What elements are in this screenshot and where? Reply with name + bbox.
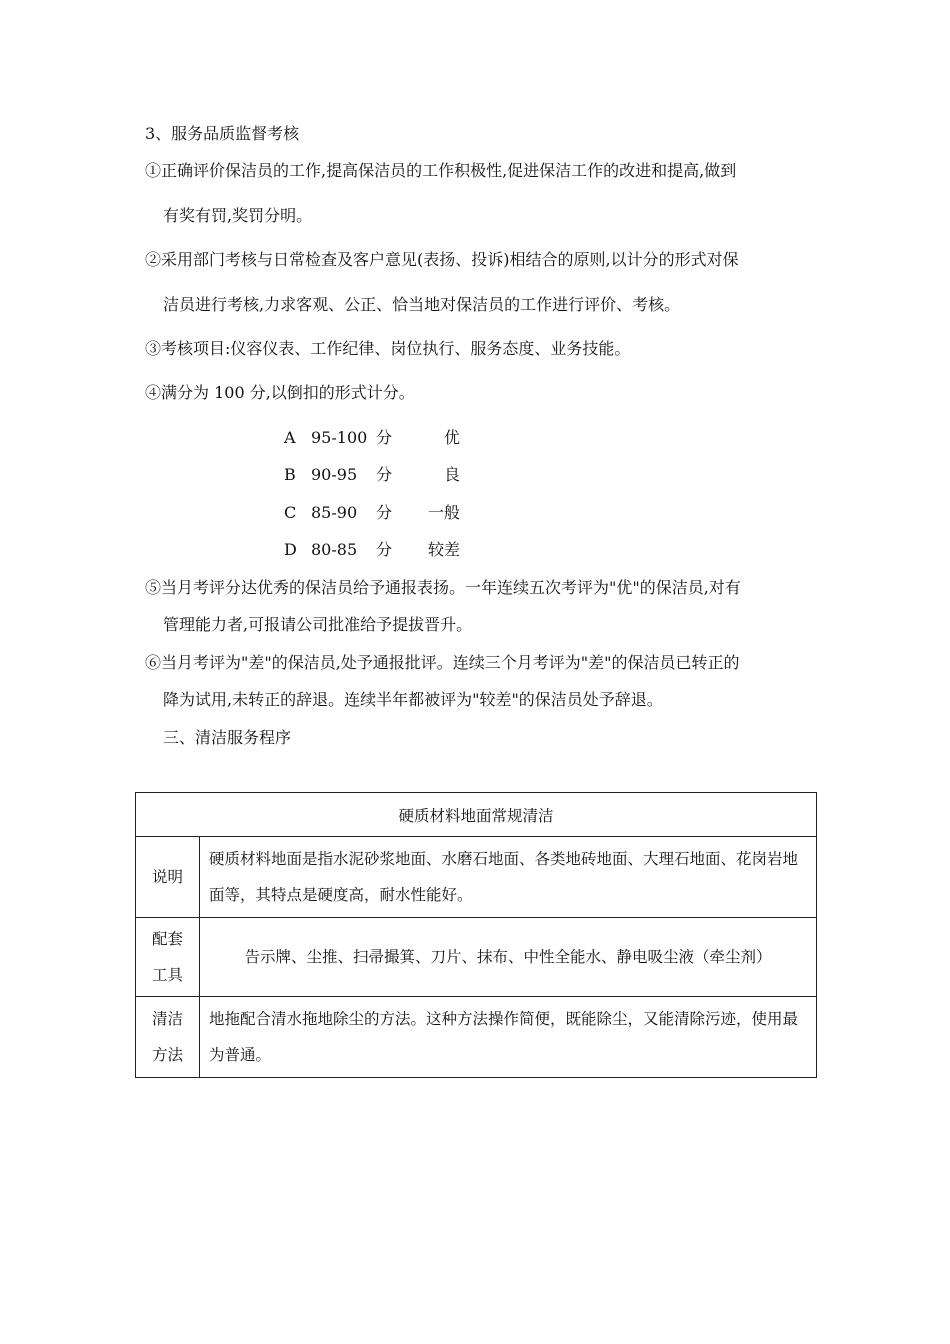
row-label-description: 说明 bbox=[136, 837, 200, 918]
score-level: 一般 bbox=[427, 503, 460, 522]
item-2-line-2: 洁员进行考核,力求客观、公正、恰当地对保洁员的工作进行评价、考核。 bbox=[163, 295, 681, 314]
score-grade: D bbox=[284, 540, 297, 559]
table-row bbox=[136, 837, 817, 918]
item-5-line-1: ⑤当月考评分达优秀的保洁员给予通报表扬。一年连续五次考评为"优"的保洁员,对有 bbox=[145, 578, 741, 597]
item-1-line-1: ①正确评价保洁员的工作,提高保洁员的工作积极性,促进保洁工作的改进和提高,做到 bbox=[145, 161, 737, 180]
score-row-c bbox=[284, 502, 484, 524]
score-unit: 分 bbox=[376, 428, 393, 447]
score-grade: B bbox=[284, 465, 296, 484]
cleaning-procedure-table bbox=[135, 792, 817, 1078]
score-row-b bbox=[284, 464, 484, 486]
table-row bbox=[136, 918, 817, 997]
table-row bbox=[136, 997, 817, 1078]
score-unit: 分 bbox=[376, 465, 393, 484]
score-grade: A bbox=[284, 428, 296, 447]
row-content-description: 硬质材料地面是指水泥砂浆地面、水磨石地面、各类地砖地面、大理石地面、花岗岩地面等，其特点是硬度高，耐水性能好。 bbox=[200, 837, 817, 918]
section-heading-3: 3、服务品质监督考核 bbox=[145, 124, 300, 143]
table-title: 硬质材料地面常规清洁 bbox=[136, 793, 817, 837]
item-6-line-1: ⑥当月考评为"差"的保洁员,处予通报批评。连续三个月考评为"差"的保洁员已转正的 bbox=[145, 653, 740, 672]
section-heading-three: 三、清洁服务程序 bbox=[163, 728, 292, 747]
score-range: 95-100 bbox=[311, 428, 368, 447]
score-range: 90-95 bbox=[311, 465, 358, 484]
row-label-tools: 配套 工具 bbox=[136, 918, 200, 997]
item-3: ③考核项目:仪容仪表、工作纪律、岗位执行、服务态度、业务技能。 bbox=[145, 339, 631, 358]
score-unit: 分 bbox=[376, 503, 393, 522]
score-level: 较差 bbox=[427, 540, 460, 559]
row-label-method: 清洁 方法 bbox=[136, 997, 200, 1078]
score-range: 85-90 bbox=[311, 503, 358, 522]
score-level: 优 bbox=[443, 428, 460, 447]
row-content-tools: 告示牌、尘推、扫帚撮箕、刀片、抹布、中性全能水、静电吸尘液（牵尘剂） bbox=[200, 918, 817, 997]
item-1-line-2: 有奖有罚,奖罚分明。 bbox=[163, 206, 313, 225]
item-6-line-2: 降为试用,未转正的辞退。连续半年都被评为"较差"的保洁员处予辞退。 bbox=[163, 690, 663, 709]
score-row-a bbox=[284, 427, 484, 449]
row-content-method: 地拖配合清水拖地除尘的方法。这种方法操作简便，既能除尘，又能清除污迹，使用最为普通。 bbox=[200, 997, 817, 1078]
score-unit: 分 bbox=[376, 540, 393, 559]
score-level: 良 bbox=[443, 465, 460, 484]
score-grade: C bbox=[284, 503, 297, 522]
item-2-line-1: ②采用部门考核与日常检查及客户意见(表扬、投诉)相结合的原则,以计分的形式对保 bbox=[145, 250, 739, 269]
item-5-line-2: 管理能力者,可报请公司批准给予提拔晋升。 bbox=[163, 615, 473, 634]
score-range: 80-85 bbox=[311, 540, 358, 559]
score-row-d bbox=[284, 539, 484, 561]
item-4: ④满分为 100 分,以倒扣的形式计分。 bbox=[145, 383, 415, 402]
